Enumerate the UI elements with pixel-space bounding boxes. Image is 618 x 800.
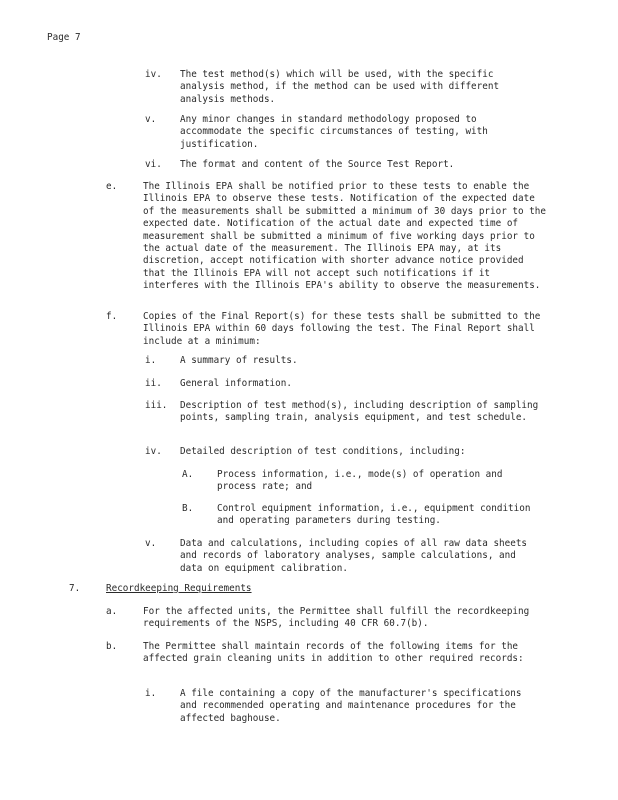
- item-f-iii-label: iii.: [145, 400, 168, 411]
- item-v: [180, 114, 530, 151]
- item-7b-i-text: A file containing a copy of the manufacturer's specifications and recommended operating and maintenance procedures for the affected baghouse.: [180, 688, 522, 724]
- item-f-label: f.: [106, 311, 118, 322]
- section-7-label: 7.: [69, 583, 81, 594]
- item-e-label: e.: [106, 181, 118, 192]
- item-v-label: v.: [145, 114, 157, 125]
- item-iv-label: iv.: [145, 69, 162, 80]
- item-7b-i-label: i.: [145, 688, 157, 699]
- item-f-ii-label: ii.: [145, 378, 162, 389]
- item-7b-i: [180, 688, 540, 725]
- item-f-iv-A: [217, 469, 537, 494]
- item-f-iv-B: [217, 503, 537, 528]
- item-vi-label: vi.: [145, 159, 162, 170]
- item-7b-label: b.: [106, 641, 118, 652]
- item-7b-text: The Permittee shall maintain records of the following items for the affected grain cleaning units in addition to other required records:: [143, 641, 524, 665]
- item-f-text: Copies of the Final Report(s) for these tests shall be submitted to the Illinois EPA within 60 days following the test. The Final Report shall include at a minimum:: [143, 311, 541, 347]
- item-v-text: Any minor changes in standard methodology proposed to accommodate the specific circumstances of testing, with justification.: [180, 114, 488, 150]
- item-f-ii: [180, 378, 540, 390]
- item-f-iv-B-text: Control equipment information, i.e., equipment condition and operating parameters during testing.: [217, 503, 531, 527]
- item-f-iv-text: Detailed description of test conditions, including:: [180, 446, 466, 457]
- item-7a: [143, 606, 543, 631]
- item-f-i-label: i.: [145, 355, 157, 366]
- item-f-iii-text: Description of test method(s), including description of sampling points, sampling train, analysis equipment, and test schedule.: [180, 400, 539, 424]
- section-7-title: Recordkeeping Requirements: [106, 583, 252, 594]
- item-f-iv-A-label: A.: [182, 469, 194, 480]
- item-f-iv-A-text: Process information, i.e., mode(s) of operation and process rate; and: [217, 469, 503, 493]
- item-f-v: [180, 538, 535, 575]
- item-f-iii: [180, 400, 540, 425]
- item-f-i-text: A summary of results.: [180, 355, 298, 366]
- item-iv-text: The test method(s) which will be used, with the specific analysis method, if the method can be used with different analysis methods.: [180, 69, 500, 105]
- item-f-iv-B-label: B.: [182, 503, 194, 514]
- item-iv: [180, 69, 540, 106]
- item-7a-label: a.: [106, 606, 118, 617]
- item-f-i: [180, 355, 540, 367]
- item-e: [143, 181, 548, 293]
- item-vi-text: The format and content of the Source Test Report.: [180, 159, 455, 170]
- item-f-iv-label: iv.: [145, 446, 162, 457]
- item-vi: [180, 159, 540, 171]
- item-7b: [143, 641, 543, 666]
- item-e-text: The Illinois EPA shall be notified prior to these tests to enable the Illinois EPA to observe these tests. Notification of the expected date of the measurements shall be submitted a minimum of 30 days prior to the expected date. Notification of the actual date and expected time of measurement shall be submitted a minimum of five working days prior to the actual date of the measurement. The Illinois EPA may, at its discretion, accept notification with shorter advance notice provided that the Illinois EPA will not accept such notifications if it interferes with the Illinois EPA's ability to observe the measurements.: [143, 181, 546, 292]
- page-number: Page 7: [47, 32, 81, 43]
- item-7a-text: For the affected units, the Permittee shall fulfill the recordkeeping requirements of the NSPS, including 40 CFR 60.7(b).: [143, 606, 530, 630]
- item-f-iv: [180, 446, 540, 458]
- item-f: [143, 311, 543, 348]
- item-f-ii-text: General information.: [180, 378, 292, 389]
- item-f-v-text: Data and calculations, including copies of all raw data sheets and records of laboratory analyses, sample calculations, and data on equipment calibration.: [180, 538, 528, 574]
- item-f-v-label: v.: [145, 538, 157, 549]
